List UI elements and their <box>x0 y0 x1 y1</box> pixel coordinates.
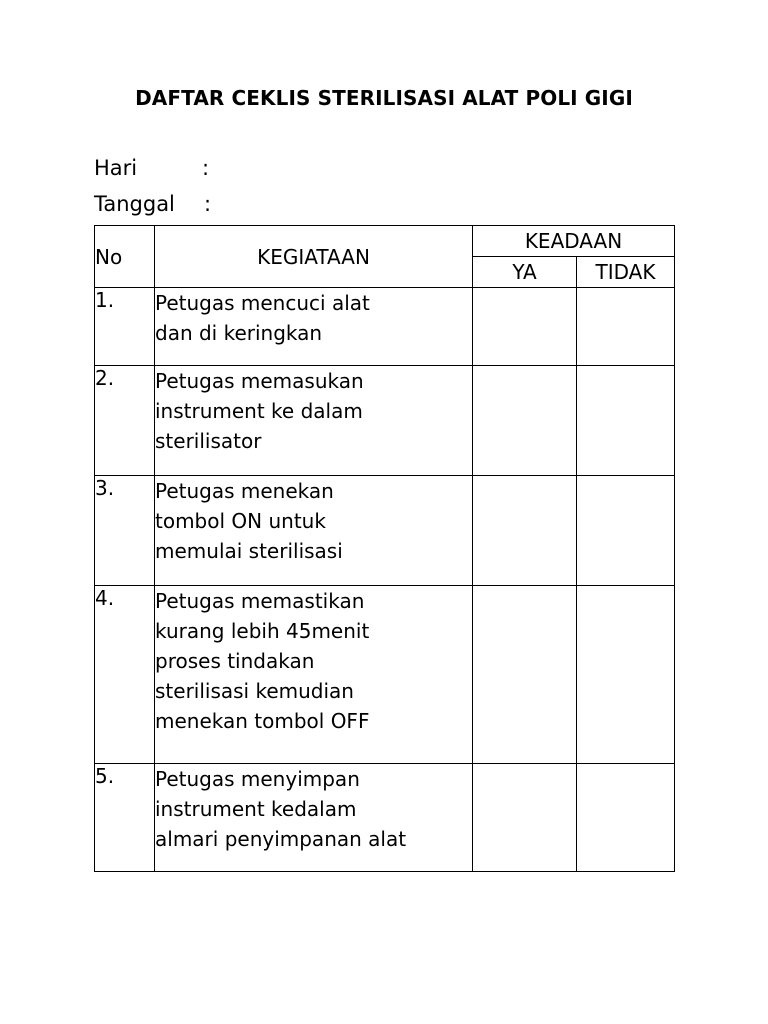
header-keadaan: KEADAAN <box>473 226 675 257</box>
header-kegiatan: KEGIATAAN <box>155 226 473 288</box>
header-tidak: TIDAK <box>577 257 675 288</box>
check-cell-tidak[interactable] <box>577 764 675 872</box>
check-cell-ya[interactable] <box>473 476 577 586</box>
table-row <box>95 764 675 872</box>
table-row <box>95 288 675 366</box>
kegiatan-line: Petugas memasukan <box>155 369 364 393</box>
check-cell-ya[interactable] <box>473 764 577 872</box>
field-tanggal-label: Tanggal <box>94 192 175 216</box>
row-kegiatan <box>155 366 473 476</box>
row-number: 3. <box>95 476 155 586</box>
kegiatan-line: Petugas mencuci alat <box>155 291 370 315</box>
checklist-table <box>94 225 675 872</box>
kegiatan-line: almari penyimpanan alat <box>155 827 407 851</box>
field-tanggal-colon: : <box>204 192 212 216</box>
table-row <box>95 586 675 764</box>
check-cell-ya[interactable] <box>473 288 577 366</box>
kegiatan-line: proses tindakan <box>155 649 315 673</box>
kegiatan-line: Petugas menyimpan <box>155 767 360 791</box>
document-title: DAFTAR CEKLIS STERILISASI ALAT POLI GIGI <box>135 86 633 110</box>
row-kegiatan <box>155 764 473 872</box>
row-kegiatan <box>155 586 473 764</box>
kegiatan-line: Petugas menekan <box>155 479 334 503</box>
kegiatan-line: sterilisasi kemudian <box>155 679 354 703</box>
header-no: No <box>95 226 155 288</box>
kegiatan-line: kurang lebih 45menit <box>155 619 370 643</box>
field-hari-colon: : <box>202 156 210 180</box>
kegiatan-line: Petugas memastikan <box>155 589 365 613</box>
check-cell-tidak[interactable] <box>577 366 675 476</box>
header-ya: YA <box>473 257 577 288</box>
row-number: 4. <box>95 586 155 764</box>
check-cell-ya[interactable] <box>473 366 577 476</box>
check-cell-tidak[interactable] <box>577 476 675 586</box>
kegiatan-line: tombol ON untuk <box>155 509 326 533</box>
row-kegiatan <box>155 288 473 366</box>
table-row <box>95 476 675 586</box>
row-number: 5. <box>95 764 155 872</box>
kegiatan-line: instrument ke dalam <box>155 399 363 423</box>
kegiatan-line: memulai sterilisasi <box>155 539 343 563</box>
kegiatan-line: sterilisator <box>155 429 262 453</box>
row-number: 1. <box>95 288 155 366</box>
row-number: 2. <box>95 366 155 476</box>
check-cell-ya[interactable] <box>473 586 577 764</box>
check-cell-tidak[interactable] <box>577 586 675 764</box>
check-cell-tidak[interactable] <box>577 288 675 366</box>
kegiatan-line: menekan tombol OFF <box>155 709 370 733</box>
kegiatan-line: dan di keringkan <box>155 321 323 345</box>
kegiatan-line: instrument kedalam <box>155 797 357 821</box>
table-row <box>95 366 675 476</box>
row-kegiatan <box>155 476 473 586</box>
field-hari-label: Hari <box>94 156 138 180</box>
